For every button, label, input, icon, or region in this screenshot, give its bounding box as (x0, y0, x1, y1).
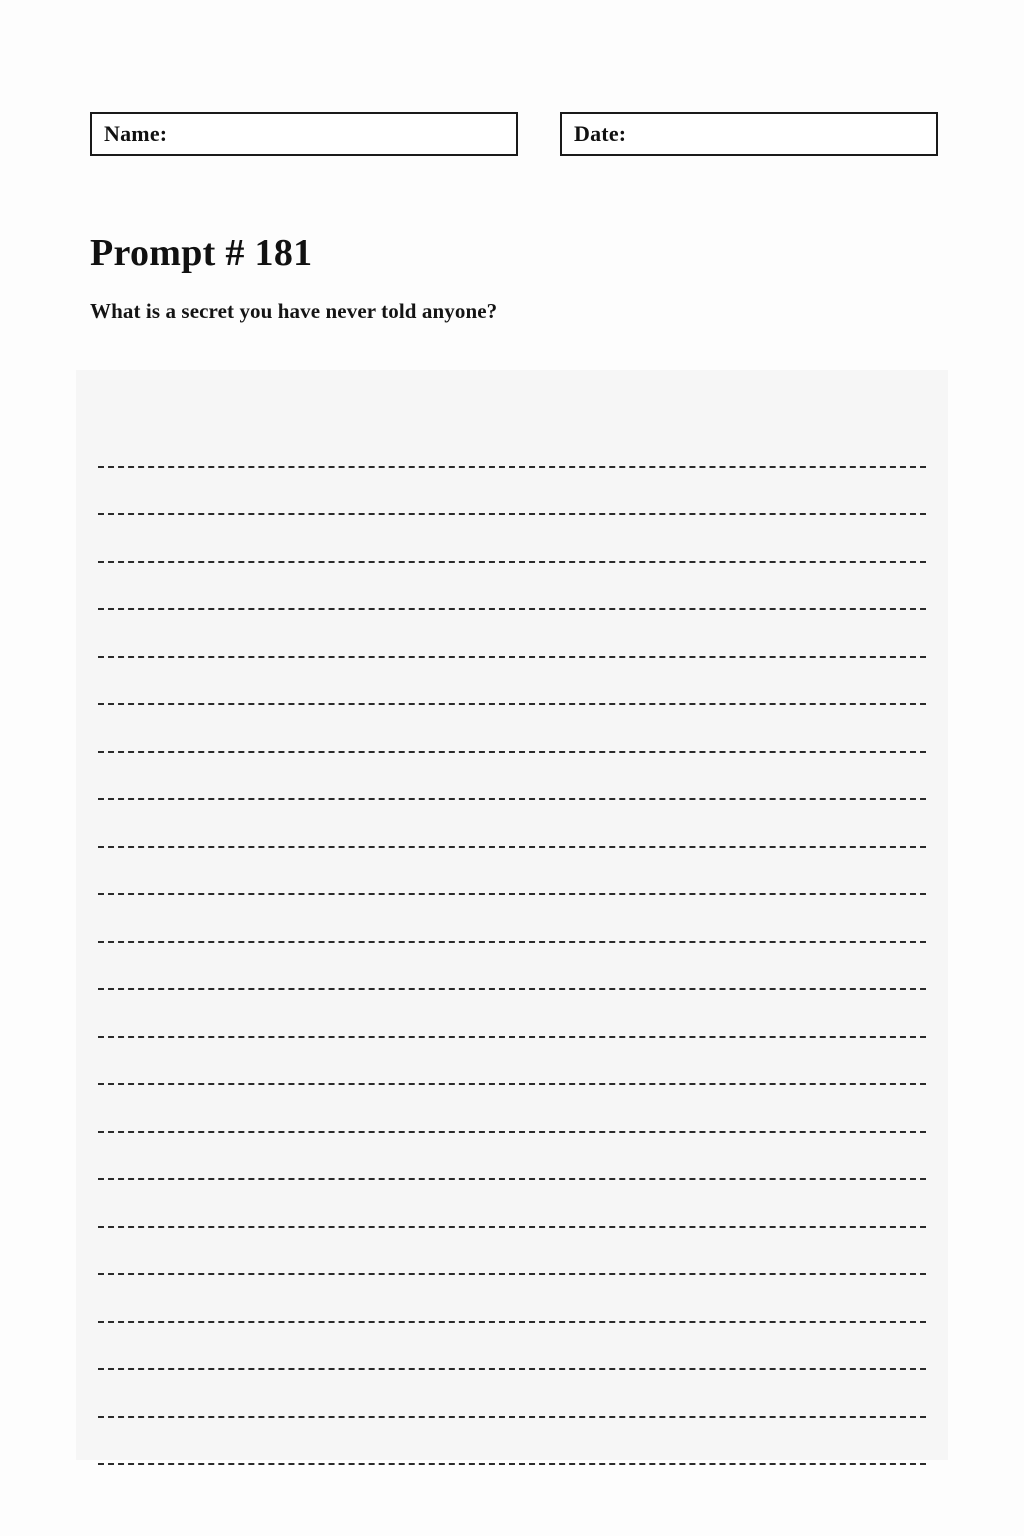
writing-line (98, 800, 926, 848)
header-fields-row (90, 112, 938, 156)
writing-line (98, 468, 926, 516)
page-title: Prompt # 181 (90, 232, 313, 275)
ruled-lines (98, 420, 926, 1465)
writing-line (98, 420, 926, 468)
writing-line (98, 1275, 926, 1323)
writing-line (98, 563, 926, 611)
writing-line (98, 658, 926, 706)
writing-line (98, 1323, 926, 1371)
date-field-box[interactable] (560, 112, 938, 156)
writing-line (98, 753, 926, 801)
date-input[interactable] (626, 114, 936, 154)
name-field-label: Name: (104, 121, 168, 146)
writing-line (98, 1370, 926, 1418)
prompt-question: What is a secret you have never told anyone? (90, 299, 498, 323)
name-input[interactable] (167, 114, 516, 154)
writing-line (98, 515, 926, 563)
name-field-box[interactable] (90, 112, 518, 156)
writing-line (98, 1085, 926, 1133)
writing-line (98, 1228, 926, 1276)
writing-line (98, 705, 926, 753)
writing-line (98, 895, 926, 943)
date-field-label: Date: (574, 121, 627, 146)
writing-line (98, 990, 926, 1038)
writing-line (98, 610, 926, 658)
writing-line (98, 1418, 926, 1466)
writing-line (98, 848, 926, 896)
writing-line (98, 1133, 926, 1181)
writing-line (98, 1038, 926, 1086)
writing-area[interactable] (76, 370, 948, 1460)
writing-line (98, 943, 926, 991)
writing-line (98, 1180, 926, 1228)
